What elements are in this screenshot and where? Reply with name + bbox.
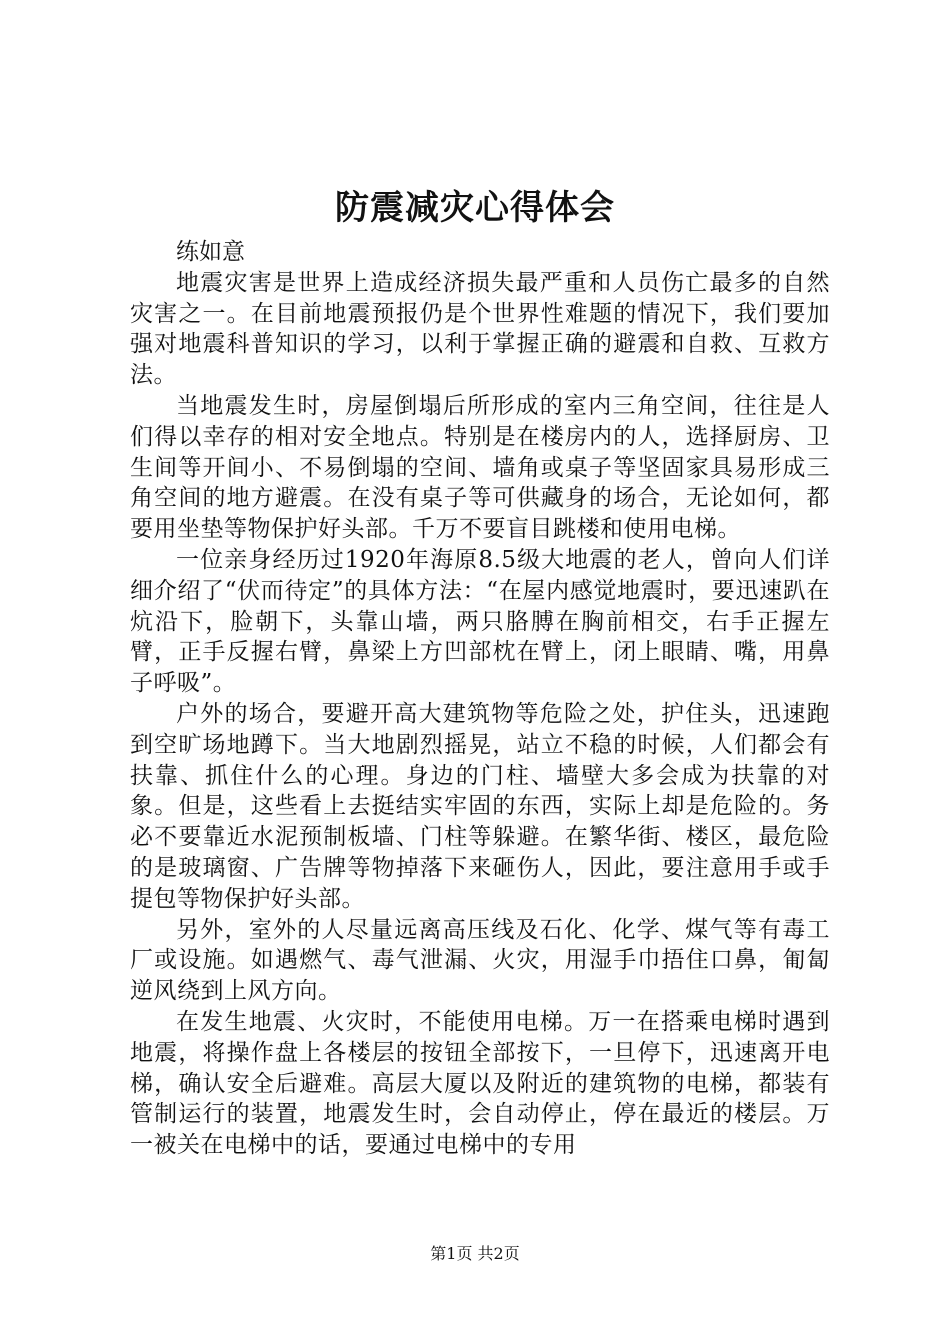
paragraph: 当地震发生时，房屋倒塌后所形成的室内三角空间，往往是人们得以幸存的相对安全地点。特别是在楼房内的人，选择厨房、卫生间等开间小、不易倒塌的空间、墙角或桌子等坚固家具易形成三角空间的地方避震。在没有桌子等可供藏身的场合，无论如何，都要用坐垫等物保护好头部。千万不要盲目跳楼和使用电梯。: [130, 392, 830, 543]
paragraph: 在发生地震、火灾时，不能使用电梯。万一在搭乘电梯时遇到地震，将操作盘上各楼层的按钮全部按下，一旦停下，迅速离开电梯，确认安全后避难。高层大厦以及附近的建筑物的电梯，都装有管制运行的装置，地震发生时，会自动停止，停在最近的楼层。万一被关在电梯中的话，要通过电梯中的专用: [130, 1008, 830, 1159]
paragraph: 一位亲身经历过1920年海原8.5级大地震的老人，曾向人们详细介绍了“伏而待定”的具体方法：“在屋内感觉地震时，要迅速趴在炕沿下，脸朝下，头靠山墙，两只胳膊在胸前相交，右手正握左臂，正手反握右臂，鼻梁上方凹部枕在臂上，闭上眼睛、嘴，用鼻子呼吸”。: [130, 546, 830, 697]
paragraph: 另外，室外的人尽量远离高压线及石化、化学、煤气等有毒工厂或设施。如遇燃气、毒气泄漏、火灾，用湿手巾捂住口鼻，匍匐逆风绕到上风方向。: [130, 916, 830, 1005]
paragraph: 户外的场合，要避开高大建筑物等危险之处，护住头，迅速跑到空旷场地蹲下。当大地剧烈摇晃，站立不稳的时候，人们都会有扶靠、抓住什么的心理。身边的门柱、墙壁大多会成为扶靠的对象。但是，这些看上去挺结实牢固的东西，实际上却是危险的。务必不要靠近水泥预制板墙、门柱等躲避。在繁华街、楼区，最危险的是玻璃窗、广告牌等物掉落下来砸伤人，因此，要注意用手或手提包等物保护好头部。: [130, 700, 830, 912]
document-body: [130, 237, 830, 1161]
page-number-footer: 第1页 共2页: [430, 1244, 520, 1263]
paragraph: 地震灾害是世界上造成经济损失最严重和人员伤亡最多的自然灾害之一。在目前地震预报仍是个世界性难题的情况下，我们要加强对地震科普知识的学习，以利于掌握正确的避震和自救、互救方法。: [130, 269, 830, 389]
document-title: 防震减灾心得体会: [335, 188, 615, 228]
author-name: 练如意: [176, 239, 245, 265]
